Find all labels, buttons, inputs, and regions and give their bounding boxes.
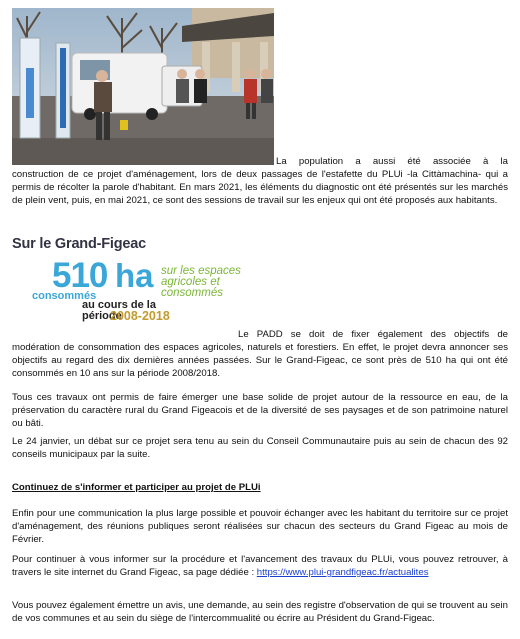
market-photo-illustration [12, 8, 274, 165]
paragraph-population: construction de ce projet d'aménagement, lors de deux passages de l'estafette du PLUi -la Cittàmachina- qui a permis de récolter la parole d'habitant. En mars 2021, les éléments du diagnostic ont été présentés sur les marchés de plein vent, puis, en mai 2021, ce sont des sessions de travail sur les enjeux qui ont été proposés aux habitants. [12, 169, 508, 206]
infographic-description: sur les espaces agricoles et consommés [161, 265, 241, 299]
paragraph-debate: Le 24 janvier, un débat sur ce projet sera tenu au sein du Conseil Communautaire puis au sein de chacun des 92 conseils municipaux par la suite. [12, 436, 508, 460]
infographic-period: 2008-2018 [110, 309, 170, 323]
paragraph-feedback: Vous pouvez également émettre un avis, une demande, au sein des registre d'observation de qui se trouvent au sein de vos communes et au sein du siège de l'intercommualité ou écrire au Président du Grand-Figeac. [12, 600, 508, 624]
infographic-number: 510 [52, 256, 108, 295]
paragraph-works: Tous ces travaux ont permis de faire émerger une base solide de projet autour de la ressource en eau, de la préservation du caractère rural du Grand Figeacois et de la diversité de ses paysages et de son patrimoine naturel ou bâti. [12, 392, 508, 429]
paragraph-padd: modération de consommation des espaces agricoles, naturels et forestiers. En effet, le projet devra annoncer ses objectifs au regard des dix dernières années passées. Sur le Grand-Figeac, ce sont près de 510 ha qui ont été consommés en 10 ans sur la période 2008/2018. [12, 342, 508, 379]
paragraph-population-lead: La population a aussi été associée à la [276, 156, 508, 167]
market-photo [12, 8, 274, 165]
paragraph-padd-lead: Le PADD se doit de fixer également des objectifs de [238, 329, 508, 340]
infographic-consumed-label: consommés [32, 290, 97, 302]
paragraph-meetings: Enfin pour une communication la plus large possible et pouvoir échanger avec les habitant du territoire sur ce projet d'aménagement, des réunions publiques seront réalisées sur chacun des secteurs du Grand Figeac au mois de Février. [12, 508, 508, 545]
consumption-infographic [12, 238, 242, 330]
paragraph-website-text: Pour continuer à vous informer sur la procédure et l'avancement des travaux du PLUi, vous pouvez retrouver, à travers le site internet du Grand Figeac, sa page dédiée : [12, 554, 508, 578]
plui-website-link[interactable]: https://www.plui-grandfigeac.fr/actualites [256, 567, 429, 578]
infographic-region: Sur le Grand-Figeac [12, 236, 146, 252]
infographic-unit: ha [115, 257, 154, 294]
section-heading: Continuez de s'informer et participer au projet de PLUi [12, 482, 261, 493]
paragraph-website [12, 553, 508, 579]
infographic-period-label: au cours de la période [82, 299, 156, 322]
